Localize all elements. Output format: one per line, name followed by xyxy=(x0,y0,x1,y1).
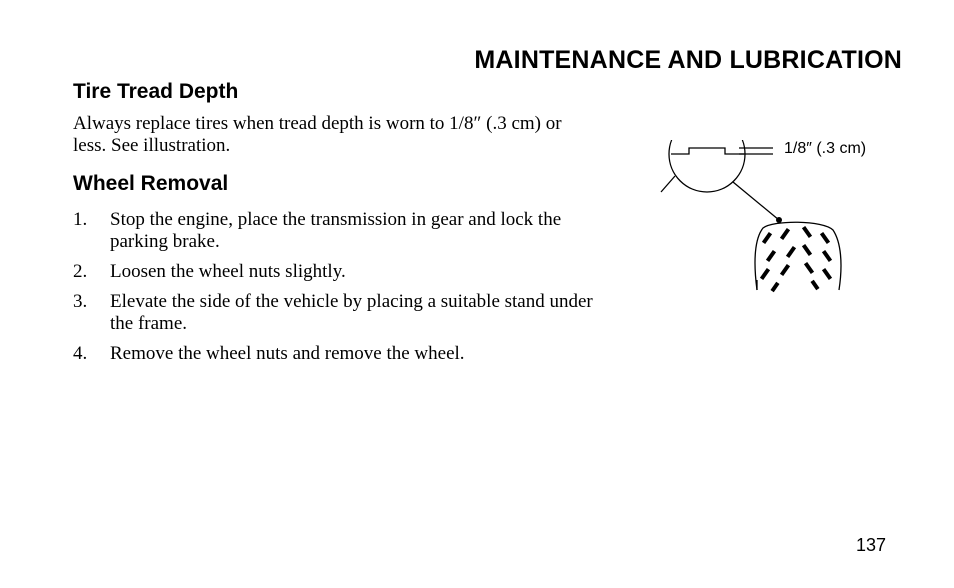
step-number: 1. xyxy=(73,209,88,230)
list-item xyxy=(73,291,593,335)
list-item xyxy=(73,209,593,253)
step-text: Stop the engine, place the transmission in gear and lock the parking brake. xyxy=(110,209,562,252)
step-number: 4. xyxy=(73,343,88,364)
tire-tread-paragraph: Always replace tires when tread depth is worn to 1/8″ (.3 cm) or less. See illustration. xyxy=(73,113,562,156)
list-item xyxy=(73,343,593,365)
step-number: 3. xyxy=(73,291,88,312)
step-text: Elevate the side of the vehicle by placing a suitable stand under the frame. xyxy=(110,291,593,334)
list-item xyxy=(73,261,593,283)
section-title-tire-tread-depth: Tire Tread Depth xyxy=(73,80,239,103)
tire-tread-icon xyxy=(655,140,855,300)
page-header: MAINTENANCE AND LUBRICATION xyxy=(474,46,902,74)
tread-depth-label: 1/8″ (.3 cm) xyxy=(784,140,867,157)
step-number: 2. xyxy=(73,261,88,282)
step-text: Loosen the wheel nuts slightly. xyxy=(110,261,346,282)
section-title-wheel-removal: Wheel Removal xyxy=(73,172,229,195)
step-text: Remove the wheel nuts and remove the wheel. xyxy=(110,343,465,364)
page-number: 137 xyxy=(855,535,886,555)
wheel-removal-steps xyxy=(73,209,593,373)
